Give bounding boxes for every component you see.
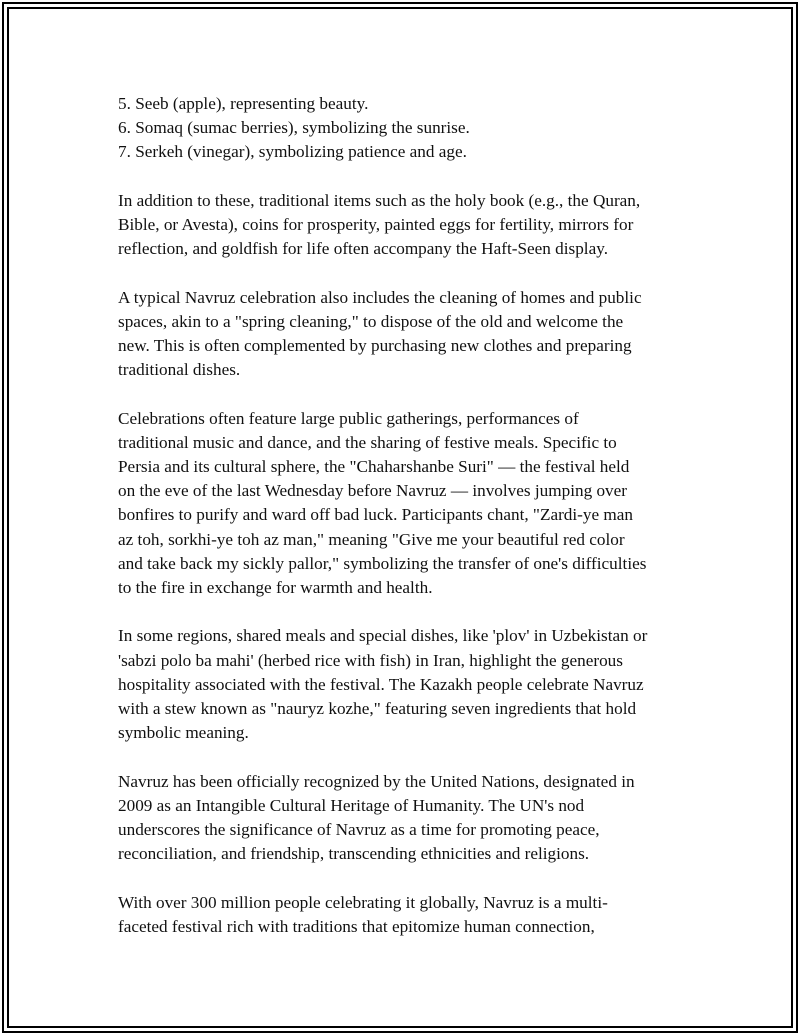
paragraph [118,189,690,262]
text-line: hospitality associated with the festival. The Kazakh people celebrate Navruz [118,674,644,694]
text-line: In addition to these, traditional items such as the holy book (e.g., the Quran, [118,190,641,210]
text-line: Persia and its cultural sphere, the "Chaharshanbe Suri" — the festival held [118,457,630,476]
text-line: bonfires to purify and ward off bad luck. Participants chant, "Zardi-ye man [118,505,634,525]
text-line: traditional music and dance, and the sharing of festive meals. Specific to [118,432,617,452]
numbered-list [118,92,690,165]
text-line: spaces, akin to a "spring cleaning," to dispose of the old and welcome the [118,311,624,331]
text-line: Navruz has been officially recognized by the United Nations, designated in [118,771,635,791]
paragraph [118,286,690,383]
text-line: 'sabzi polo ba mahi' (herbed rice with fish) in Iran, highlight the generous [118,650,623,670]
text-line: A typical Navruz celebration also includes the cleaning of homes and public [118,287,642,307]
text-line: reflection, and goldfish for life often accompany the Haft-Seen display. [118,239,608,259]
paragraph [118,770,690,867]
text-line: Celebrations often feature large public gatherings, performances of [118,408,579,428]
text-line: traditional dishes. [118,360,241,380]
text-line: symbolic meaning. [118,723,249,743]
text-line: underscores the significance of Navruz as a time for promoting peace, [118,820,600,840]
text-line: new. This is often complemented by purchasing new clothes and preparing [118,336,632,355]
text-line: reconciliation, and friendship, transcending ethnicities and religions. [118,844,590,864]
text-line: With over 300 million people celebrating it globally, Navruz is a multi- [118,892,608,912]
paragraph [118,624,690,745]
text-line: to the fire in exchange for warmth and health. [118,578,433,598]
paragraph [118,891,690,939]
list-item: 5. Seeb (apple), representing beauty. [118,94,369,113]
text-line: and take back my sickly pallor," symbolizing the transfer of one's difficulties [118,553,647,573]
text-line: Bible, or Avesta), coins for prosperity, painted eggs for fertility, mirrors for [118,215,634,234]
document-body [118,92,690,963]
text-line: with a stew known as "nauryz kozhe," featuring seven ingredients that hold [118,699,637,719]
text-line: In some regions, shared meals and special dishes, like 'plov' in Uzbekistan or [118,626,648,646]
text-line: 2009 as an Intangible Cultural Heritage of Humanity. The UN's nod [118,795,585,815]
paragraph [118,407,690,601]
text-line: faceted festival rich with traditions that epitomize human connection, [118,916,595,936]
list-item: 7. Serkeh (vinegar), symbolizing patience and age. [118,142,467,162]
list-item: 6. Somaq (sumac berries), symbolizing the sunrise. [118,118,470,138]
text-line: az toh, sorkhi-ye toh az man," meaning "Give me your beautiful red color [118,529,625,549]
text-line: on the eve of the last Wednesday before Navruz — involves jumping over [118,481,628,501]
